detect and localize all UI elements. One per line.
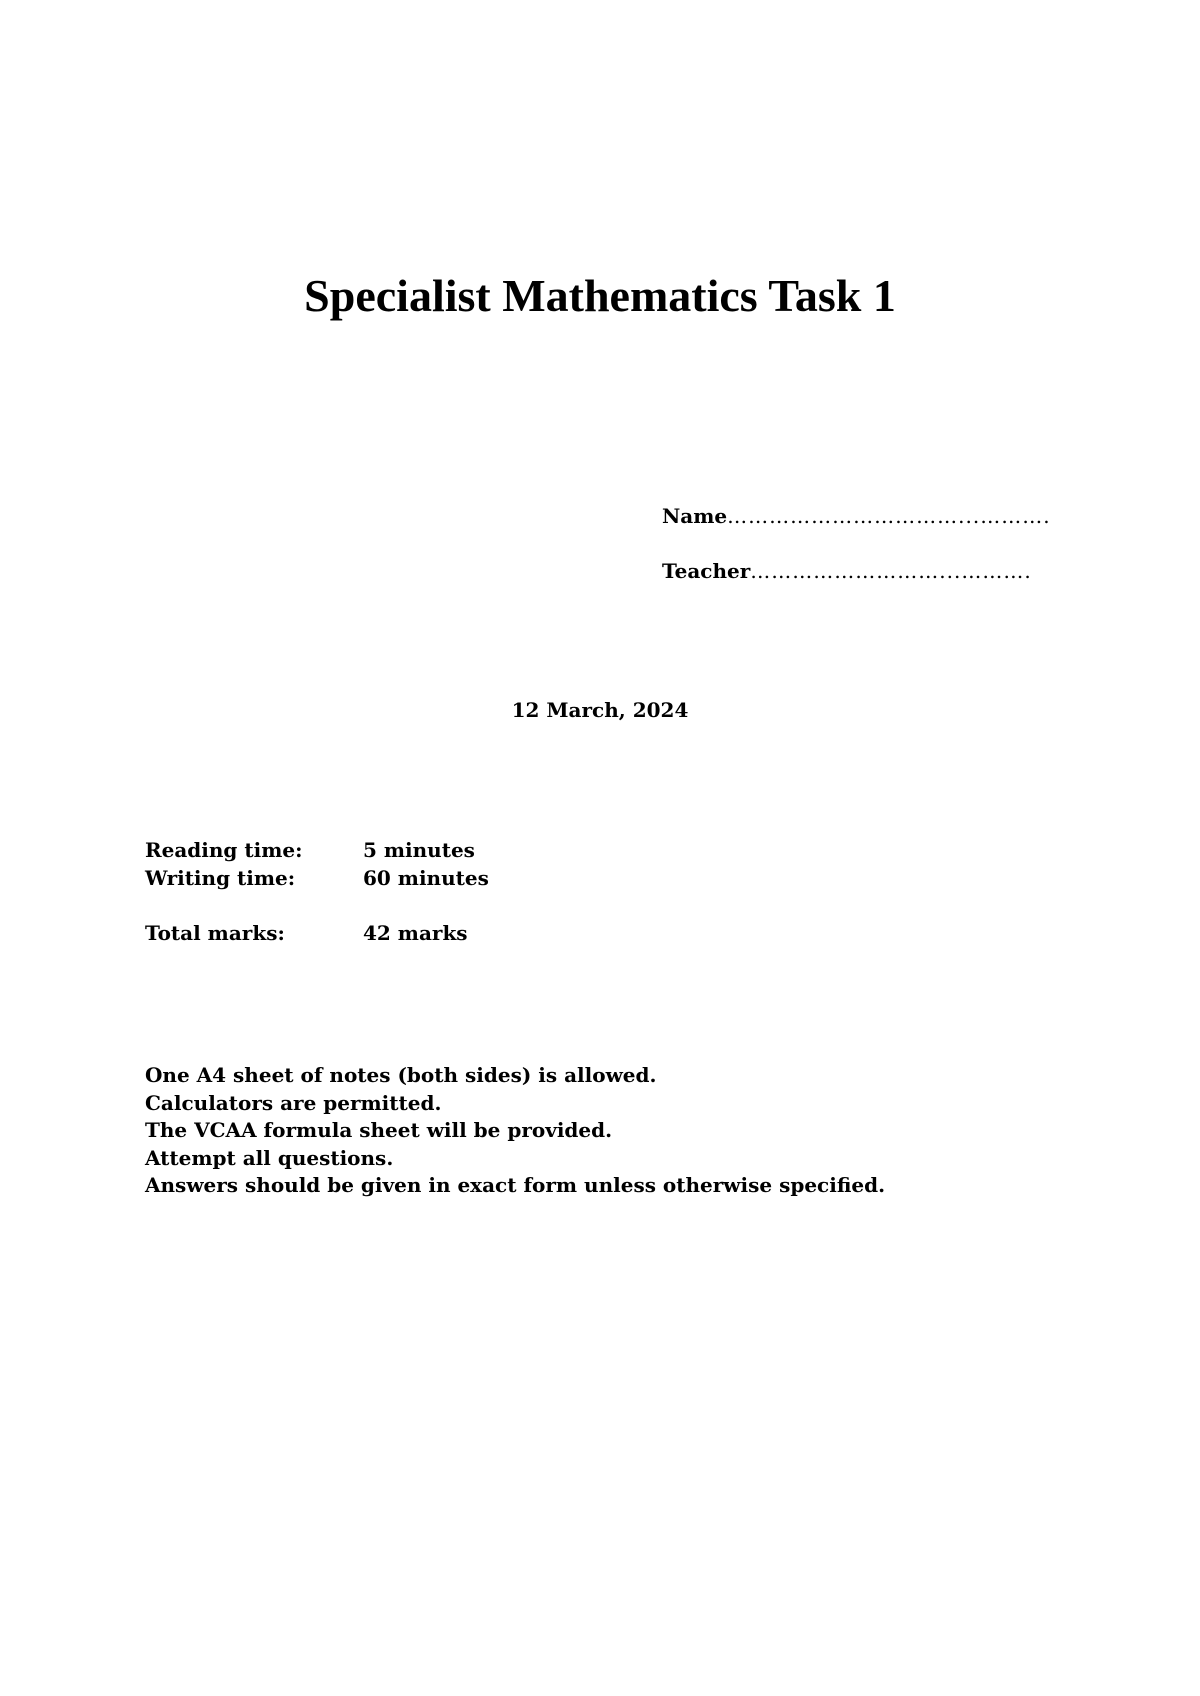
name-field <box>662 502 1051 530</box>
name-blank-line: ……………………………...………. <box>727 504 1051 528</box>
instruction-line: One A4 sheet of notes (both sides) is allowed. <box>145 1063 657 1087</box>
reading-time-label: Reading time: <box>145 838 303 862</box>
writing-time-label: Writing time: <box>145 866 296 890</box>
total-marks-row <box>145 919 489 947</box>
instructions-list <box>145 1062 885 1200</box>
writing-time-value: 60 minutes <box>363 866 489 890</box>
teacher-field <box>662 557 1032 585</box>
page-title: Specialist Mathematics Task 1 <box>304 270 896 321</box>
writing-time-row <box>145 864 489 892</box>
teacher-label: Teacher <box>662 559 751 583</box>
reading-time-value: 5 minutes <box>363 838 475 862</box>
exam-date: 12 March, 2024 <box>511 698 689 722</box>
instruction-line: Answers should be given in exact form unless otherwise specified. <box>145 1173 886 1197</box>
instruction-line: Attempt all questions. <box>145 1145 394 1170</box>
instruction-line: The VCAA formula sheet will be provided. <box>145 1118 613 1142</box>
teacher-blank-line: ………………………...………. <box>750 559 1032 583</box>
time-allocation <box>145 836 489 947</box>
spacer <box>145 892 489 919</box>
total-marks-value: 42 marks <box>363 921 468 945</box>
total-marks-label: Total marks: <box>145 921 285 945</box>
reading-time-row <box>145 836 489 864</box>
name-label: Name <box>662 504 728 528</box>
instruction-line: Calculators are permitted. <box>145 1090 442 1115</box>
